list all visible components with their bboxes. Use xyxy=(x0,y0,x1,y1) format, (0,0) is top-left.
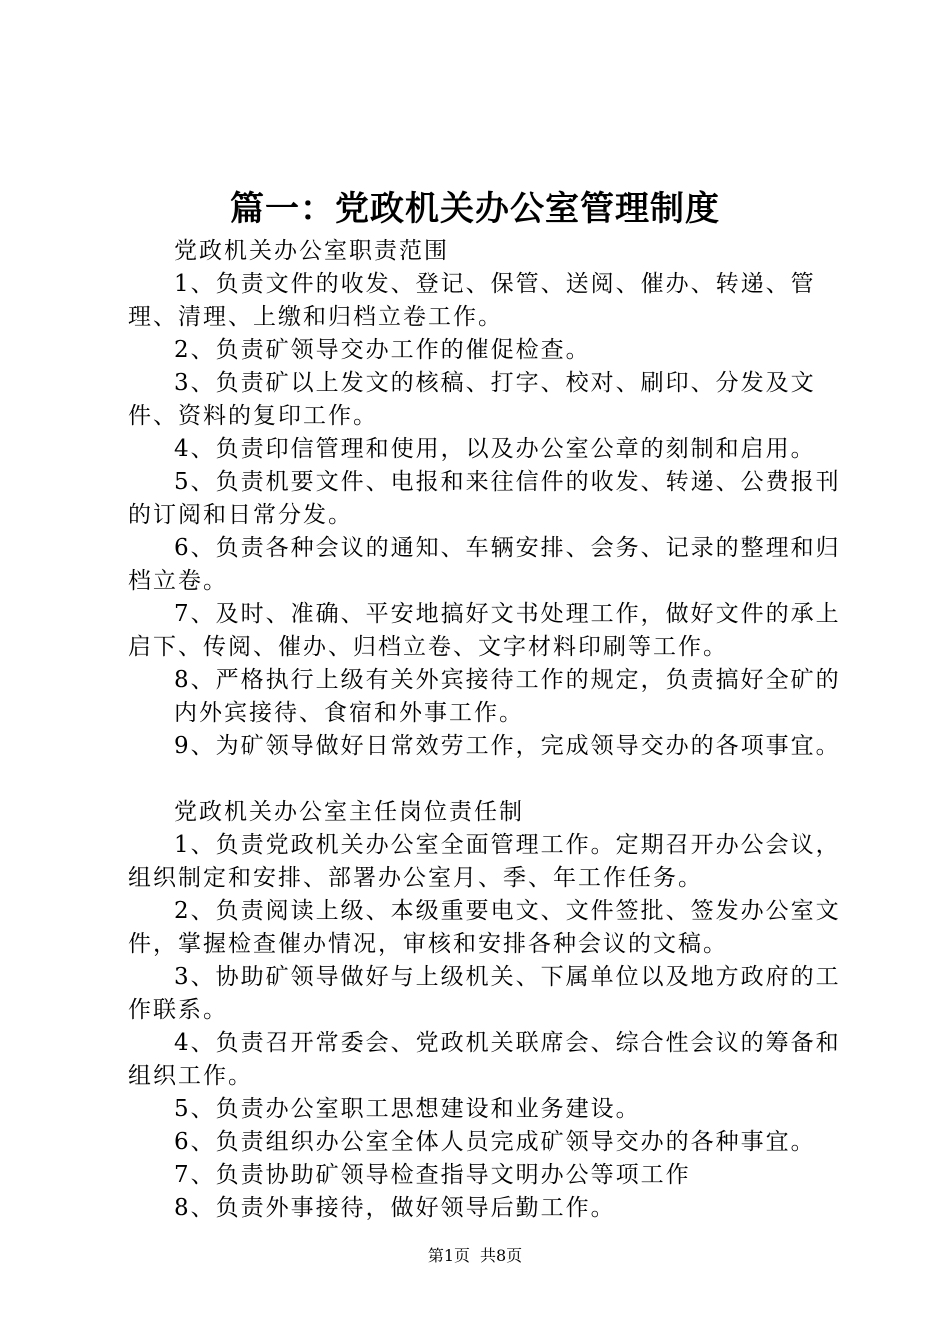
list-item: 4、负责召开常委会、党政机关联席会、综合性会议的筹备和组织工作。 xyxy=(128,1030,841,1089)
list-item: 6、负责组织办公室全体人员完成矿领导交办的各种事宜。 xyxy=(174,1129,816,1155)
section-spacer xyxy=(128,763,848,796)
list-item: 7、负责协助矿领导检查指导文明办公等项工作 xyxy=(174,1162,691,1188)
list-item: 5、负责办公室职工思想建设和业务建设。 xyxy=(174,1096,641,1122)
list-item: 8、严格执行上级有关外宾接待工作的规定，负责搞好全矿的 xyxy=(174,667,841,693)
list-item: 3、负责矿以上发文的核稿、打字、校对、刷印、分发及文件、资料的复印工作。 xyxy=(128,370,816,429)
list-item: 7、及时、准确、平安地搞好文书处理工作，做好文件的承上启下、传阅、催办、归档立卷、文字材料印刷等工作。 xyxy=(128,601,841,660)
page-footer xyxy=(0,1244,950,1268)
list-item: 8、负责外事接待，做好领导后勤工作。 xyxy=(174,1195,616,1221)
list-item: 9、为矿领导做好日常效劳工作，完成领导交办的各项事宜。 xyxy=(174,733,841,759)
list-item: 3、协助矿领导做好与上级机关、下属单位以及地方政府的工作联系。 xyxy=(128,964,841,1023)
list-item: 1、负责文件的收发、登记、保管、送阅、催办、转递、管理、清理、上缴和归档立卷工作。 xyxy=(128,271,816,330)
page-number: 第1页 xyxy=(427,1246,470,1265)
list-item: 2、负责阅读上级、本级重要电文、文件签批、签发办公室文件，掌握检查催办情况，审核和安排各种会议的文稿。 xyxy=(128,898,841,957)
section-heading: 党政机关办公室职责范围 xyxy=(174,238,449,264)
section-heading: 党政机关办公室主任岗位责任制 xyxy=(174,799,524,825)
list-item: 1、负责党政机关办公室全面管理工作。定期召开办公会议，组织制定和安排、部署办公室月、季、年工作任务。 xyxy=(128,832,841,891)
page-total: 共8页 xyxy=(480,1246,523,1265)
list-item: 5、负责机要文件、电报和来往信件的收发、转递、公费报刊的订阅和日常分发。 xyxy=(128,469,841,528)
list-item: 6、负责各种会议的通知、车辆安排、会务、记录的整理和归档立卷。 xyxy=(128,535,841,594)
list-item: 2、负责矿领导交办工作的催促检查。 xyxy=(174,337,591,363)
document-title: 篇一：党政机关办公室管理制度 xyxy=(230,189,720,229)
list-item: 4、负责印信管理和使用，以及办公室公章的刻制和启用。 xyxy=(174,436,816,462)
list-item: 内外宾接待、食宿和外事工作。 xyxy=(174,700,524,726)
document-body xyxy=(128,235,848,1225)
